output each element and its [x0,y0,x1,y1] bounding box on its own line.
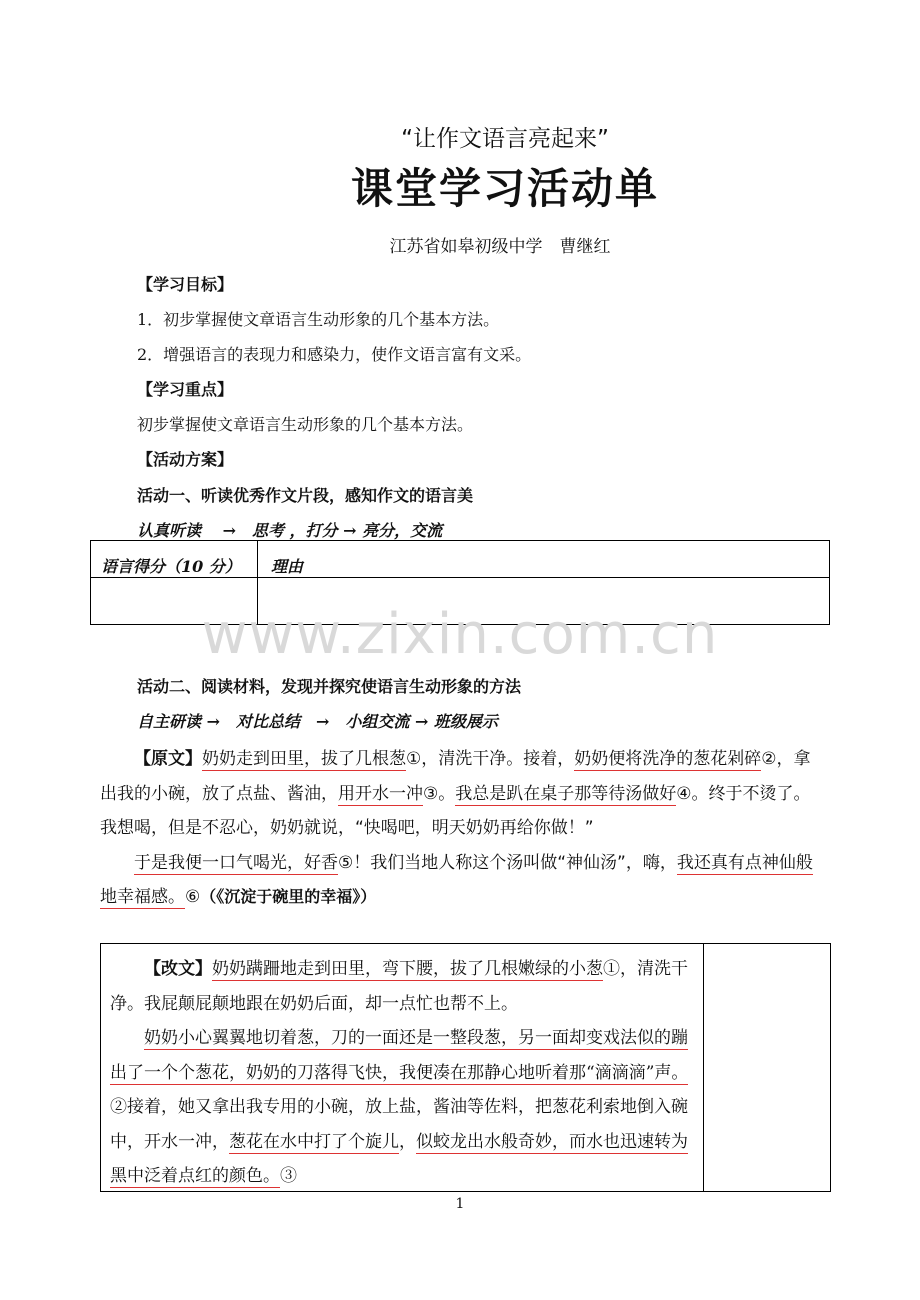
revised-table [100,943,831,1192]
original-text-8: 。终于不烫了。我想喝，但是不忍心，奶奶就说，“快喝吧，明天奶奶再给你做！” [100,783,811,838]
revised-label: 【改文】 [144,959,212,979]
revised-passage [110,952,696,1194]
marker-5: ⑤ [338,852,354,873]
original-phrase-1: 奶奶走到田里，拔了几根葱 [202,749,406,769]
original-phrase-3: 用开水一冲 [338,783,423,804]
activity1-steps: 认真听读 → 思考 ，打分 → 亮分，交流 [137,521,443,540]
subtitle: “让作文语言亮起来” [401,126,609,152]
revised-phrase-1: 奶奶蹒跚地走到田里，弯下腰，拔了几根嫩绿的小葱 [212,959,603,979]
revised-phrase-3: 葱花在水中打了个旋儿 [229,1131,399,1152]
original-phrase-4: 我总是趴在桌子那等待汤做好 [455,783,677,804]
revised-phrase-2: 奶奶小心翼翼地切着葱，刀的一面还是一整段葱，另一面却变戏法似的蹦出了一个个葱花，奶奶的刀落得飞快，我便凑在那静心地听着那“滴滴滴”声。 [110,1028,689,1083]
original-passage [100,742,822,915]
reason-column-header: 理由 [271,557,304,576]
original-text-6: 。 [438,783,456,804]
goals-heading: 【学习目标】 [137,275,234,294]
focus-heading: 【学习重点】 [137,380,234,399]
revised-marker-2: ② [110,1097,127,1117]
revised-text-b2: 接着，她又拿出我专用的小碗，放上盐，酱油等佐料，把葱花利索地倒入碗中，开水一冲， [110,1097,688,1152]
original-text-p2b: ！我们当地人称这个汤叫做“神仙汤”，嗨， [353,852,677,873]
original-phrase-5: 于是我便一口气喝光，好香 [134,852,338,873]
original-phrase-6: 我还真有点神仙般地幸福感。 [100,852,813,907]
revised-marker-3: ③ [280,1166,297,1186]
source-title: （《沉淀于碗里的幸福》） [200,887,377,906]
page-title: 课堂学习活动单 [350,164,659,213]
marker-3: ③ [423,783,439,804]
original-phrase-2: 奶奶便将洗净的葱花剁碎 [574,749,762,769]
revised-phrase-4: 似蛟龙出水般奇妙，而水也迅速转为黑中泛着点红的颜色。 [110,1131,688,1186]
marker-4: ④ [676,783,692,804]
author: 江苏省如皋初级中学 曹继红 [389,237,611,257]
watermark: www.zixin.com.cn [201,602,719,667]
score-column-header: 语言得分（10 分） [101,557,241,576]
revised-marker-1: ① [603,959,620,979]
original-label: 【原文】 [134,749,202,769]
revised-text-b4: ， [399,1131,416,1152]
activity2-title: 活动二、阅读材料，发现并探究使语言生动形象的方法 [137,677,522,696]
page-number: 1 [455,1196,465,1212]
original-text-2: ，清洗干净。接着， [421,749,575,769]
plan-heading: 【活动方案】 [137,450,234,469]
goal-item-2: 2．增强语言的表现力和感染力，使作文语言富有文采。 [137,345,532,364]
activity1-title: 活动一、听读优秀作文片段，感知作文的语言美 [137,486,474,505]
marker-6: ⑥ [185,887,201,907]
marker-2: ② [761,749,777,769]
original-text-4: ，拿出我的小碗，放了点盐、酱油， [100,749,811,804]
marker-1: ① [406,749,422,769]
activity2-steps: 自主研读 → 对比总结 → 小组交流 → 班级展示 [137,712,498,731]
focus-text: 初步掌握使文章语言生动形象的几个基本方法。 [137,415,474,434]
goal-item-1: 1．初步掌握使文章语言生动形象的几个基本方法。 [137,310,500,329]
revised-text-2: ，清洗干净。我屁颠屁颠地跟在奶奶后面，却一点忙也帮不上。 [110,959,688,1014]
